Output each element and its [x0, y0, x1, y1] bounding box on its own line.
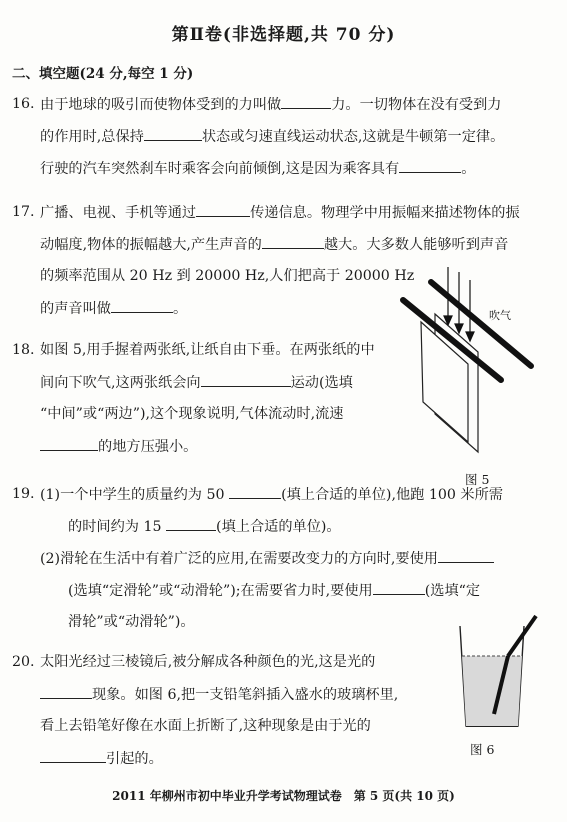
q20-line-3: 看上去铅笔好像在水面上折断了,这种现象是由于光的	[40, 718, 371, 734]
answer-blank[interactable]	[40, 436, 98, 451]
q18-number: 18.	[12, 342, 35, 358]
q16-line-1	[40, 94, 501, 115]
q16-text: 力。一切物体在没有受到力	[331, 97, 502, 113]
q19-line-5: 滑轮”或“动滑轮”)。	[68, 614, 195, 630]
page-title: 第Ⅱ卷(非选择题,共 70 分)	[171, 25, 396, 45]
q17-text: 广播、电视、手机等通过	[40, 205, 197, 221]
q20-line-4	[40, 748, 163, 769]
answer-blank[interactable]	[40, 748, 106, 763]
answer-blank[interactable]	[144, 126, 202, 141]
answer-blank[interactable]	[201, 372, 291, 387]
answer-blank[interactable]	[40, 684, 92, 699]
answer-blank[interactable]	[166, 516, 216, 531]
q20-text: 现象。如图 6,把一支铅笔斜插入盛水的玻璃杯里,	[92, 687, 399, 703]
q18-text: 间向下吹气,这两张纸会向	[40, 375, 201, 391]
q17-text: 传递信息。物理学中用振幅来描述物体的振	[250, 205, 520, 221]
answer-blank[interactable]	[229, 484, 281, 499]
figure-5	[393, 262, 543, 462]
q19-text: (2)滑轮在生活中有着广泛的应用,在需要改变力的方向时,要使用	[40, 551, 438, 567]
q19-line-4	[68, 580, 480, 601]
q20-line-2	[40, 684, 398, 705]
q17-text: 动幅度,物体的振幅越大,产生声音的	[40, 237, 262, 253]
q18-text: 运动(选填	[290, 375, 353, 391]
page-footer: 2011 年柳州市初中毕业升学考试物理试卷 第 5 页(共 10 页)	[112, 789, 455, 803]
q17-line-2	[40, 234, 508, 255]
q16-line-2	[40, 126, 504, 147]
q19-text: 的时间约为 15	[68, 519, 162, 535]
q19-number: 19.	[12, 486, 35, 502]
q19-text: (1)一个中学生的质量约为 50	[40, 487, 225, 503]
q17-line-4	[40, 298, 187, 319]
q18-line-2	[40, 372, 353, 393]
q16-text: 状态或匀速直线运动状态,这就是牛顿第一定律。	[201, 129, 505, 145]
answer-blank[interactable]	[438, 548, 494, 563]
q18-line-3: “中间”或“两边”),这个现象说明,气体流动时,流速	[40, 406, 344, 422]
q16-number: 16.	[12, 96, 35, 112]
q17-line-3: 的频率范围从 20 Hz 到 20000 Hz,人们把高于 20000 Hz	[40, 268, 415, 284]
q20-text: 引起的。	[106, 751, 163, 767]
q20-line-1: 太阳光经过三棱镜后,被分解成各种颜色的光,这是光的	[40, 654, 376, 670]
q19-text: (填上合适的单位)。	[216, 519, 341, 535]
q16-line-3	[40, 158, 475, 179]
section-heading: 二、填空题(24 分,每空 1 分)	[12, 66, 194, 82]
answer-blank[interactable]	[111, 298, 173, 313]
q17-line-1	[40, 202, 520, 223]
figure-6-caption: 图 6	[470, 742, 495, 757]
q20-number: 20.	[12, 654, 35, 670]
q17-text: 越大。大多数人能够听到声音	[323, 237, 509, 253]
paper-blowing-diagram	[393, 262, 543, 462]
q17-text: 的声音叫做	[40, 301, 111, 317]
figure-5-label: 吹气	[489, 309, 511, 322]
answer-blank[interactable]	[281, 94, 331, 109]
q19-line-2	[68, 516, 341, 537]
q17-text: 。	[172, 301, 188, 317]
q18-line-1: 如图 5,用手握着两张纸,让纸自由下垂。在两张纸的中	[40, 342, 375, 358]
q19-text: (选填“定滑轮”或“动滑轮”);在需要省力时,要使用	[68, 583, 373, 599]
q16-text: 。	[461, 161, 476, 177]
q19-line-3	[40, 548, 494, 569]
figure-5-caption: 图 5	[465, 472, 490, 487]
answer-blank[interactable]	[262, 234, 324, 249]
answer-blank[interactable]	[399, 158, 461, 173]
answer-blank[interactable]	[196, 202, 250, 217]
figure-6	[452, 614, 542, 734]
q19-line-1	[40, 484, 503, 505]
q16-text: 由于地球的吸引而使物体受到的力叫做	[40, 97, 282, 113]
q18-text: 的地方压强小。	[98, 439, 198, 455]
q17-number: 17.	[12, 204, 35, 220]
q19-text: (填上合适的单位),他跑 100 米所需	[281, 487, 503, 503]
q16-text: 行驶的汽车突然刹车时乘客会向前倾倒,这是因为乘客具有	[40, 161, 400, 177]
q18-line-4	[40, 436, 197, 457]
answer-blank[interactable]	[373, 580, 425, 595]
q19-text: (选填“定	[424, 583, 481, 599]
q16-text: 的作用时,总保持	[40, 129, 144, 145]
pencil-in-water-diagram	[452, 614, 542, 734]
